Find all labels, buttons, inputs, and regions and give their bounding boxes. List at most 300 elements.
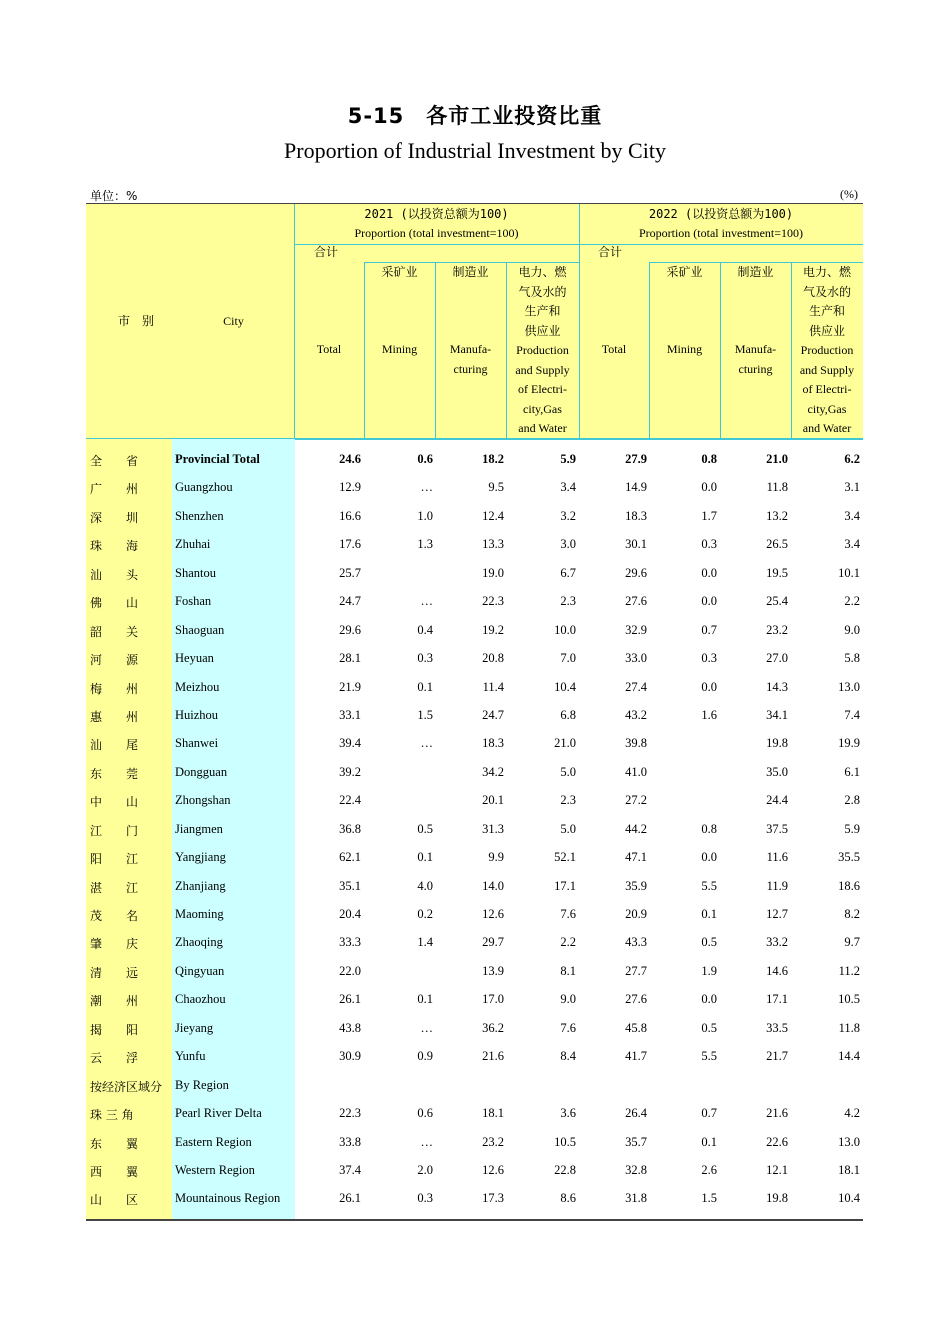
value-cell: 0.7 xyxy=(701,1106,717,1121)
value-cell: 0.0 xyxy=(701,480,717,495)
value-cell: 0.8 xyxy=(701,452,717,466)
page-title-en: Proportion of Industrial Investment by City xyxy=(284,138,666,163)
value-cell: 26.4 xyxy=(625,1106,647,1121)
value-cell: 2.8 xyxy=(844,793,860,808)
value-cell: 44.2 xyxy=(625,821,647,836)
value-cell: 9.0 xyxy=(560,992,576,1007)
header-manu-en-1-2022: Manufa- xyxy=(734,342,777,356)
value-cell: 10.5 xyxy=(838,992,860,1007)
value-cell: 33.2 xyxy=(766,935,788,950)
header-mining-cn: 采矿业 xyxy=(381,265,418,279)
value-cell: 62.1 xyxy=(339,850,361,865)
city-name-en: Jieyang xyxy=(175,1020,214,1035)
value-cell: … xyxy=(420,480,433,495)
value-cell: 17.1 xyxy=(766,992,788,1007)
value-cell: 24.6 xyxy=(339,452,361,466)
table-row xyxy=(86,644,863,672)
value-cell: 8.4 xyxy=(560,1049,576,1064)
header-city-cn: 市 别 xyxy=(117,314,154,328)
city-name-en: Zhaoqing xyxy=(175,935,223,950)
value-cell: 22.3 xyxy=(339,1106,361,1121)
value-cell: 9.5 xyxy=(488,480,504,495)
value-cell: 14.9 xyxy=(625,480,647,495)
value-cell: 0.1 xyxy=(701,1134,717,1149)
value-cell: 12.6 xyxy=(482,907,504,921)
value-cell: 52.1 xyxy=(554,850,576,865)
city-name-cn: 云 浮 xyxy=(90,1051,139,1066)
value-cell: 0.1 xyxy=(701,907,717,921)
value-cell: 19.2 xyxy=(482,622,504,637)
value-cell: 29.6 xyxy=(339,622,361,637)
value-cell: 5.5 xyxy=(701,878,717,893)
value-cell: 43.3 xyxy=(625,935,647,950)
city-name-cn: 阳 江 xyxy=(90,852,139,867)
city-name-cn: 湛 江 xyxy=(90,880,139,895)
header-total-en: Total xyxy=(316,342,342,356)
value-cell: 9.0 xyxy=(844,622,860,637)
table-row xyxy=(86,985,863,1013)
city-name-en: Guangzhou xyxy=(175,480,233,495)
header-year-2022: 2022 (以投资总额为100) xyxy=(648,207,794,221)
value-cell: 36.2 xyxy=(482,1020,504,1035)
value-cell: 22.6 xyxy=(766,1134,788,1149)
value-cell: 26.1 xyxy=(339,1191,361,1206)
value-cell: 2.0 xyxy=(417,1162,433,1177)
value-cell: 13.3 xyxy=(482,537,504,552)
value-cell: 4.2 xyxy=(844,1106,860,1121)
value-cell: 14.4 xyxy=(838,1049,860,1064)
value-cell: 13.0 xyxy=(838,679,860,694)
city-name-en: Western Region xyxy=(175,1162,255,1177)
value-cell: 29.6 xyxy=(625,565,647,580)
city-name-en: Maoming xyxy=(175,907,224,921)
value-cell: 0.1 xyxy=(417,679,433,694)
value-cell: 24.4 xyxy=(766,793,788,808)
city-name-cn: 茂 名 xyxy=(90,909,139,923)
value-cell: 4.0 xyxy=(417,878,433,893)
value-cell: 11.4 xyxy=(482,679,504,694)
value-cell: 19.8 xyxy=(766,1191,788,1206)
value-cell: 11.9 xyxy=(766,878,788,893)
value-cell: 33.1 xyxy=(339,707,361,722)
table-row xyxy=(86,1071,863,1099)
value-cell: 10.4 xyxy=(838,1191,860,1206)
value-cell: 18.3 xyxy=(482,736,504,751)
value-cell: 31.8 xyxy=(625,1191,647,1206)
city-name-en: Zhanjiang xyxy=(175,878,226,893)
city-name-en: Foshan xyxy=(175,594,212,609)
table-row xyxy=(86,843,863,871)
value-cell: 0.5 xyxy=(417,821,433,836)
page-title-cn: 5-15 各市工业投资比重 xyxy=(347,104,603,128)
value-cell: 18.6 xyxy=(838,878,860,893)
city-name-cn: 东 翼 xyxy=(90,1136,139,1151)
value-cell: 0.1 xyxy=(417,850,433,865)
value-cell: 25.7 xyxy=(339,565,361,580)
value-cell: 0.4 xyxy=(417,622,433,637)
city-name-en: Heyuan xyxy=(175,651,214,666)
value-cell: 5.9 xyxy=(560,452,576,466)
city-name-en: Mountainous Region xyxy=(175,1191,281,1206)
header-manu-cn-2022: 制造业 xyxy=(737,265,774,279)
table-row xyxy=(86,1156,863,1184)
city-name-cn: 中 山 xyxy=(90,795,139,810)
value-cell: 2.3 xyxy=(560,594,576,609)
header-mining-en: Mining xyxy=(381,342,418,356)
value-cell: 14.6 xyxy=(766,963,788,978)
value-cell: 14.3 xyxy=(766,679,788,694)
value-cell: 35.7 xyxy=(625,1134,647,1149)
value-cell: 33.8 xyxy=(339,1134,361,1149)
value-cell: 31.3 xyxy=(482,821,504,836)
value-cell: 26.5 xyxy=(766,537,788,552)
city-name-cn: 佛 山 xyxy=(90,596,139,611)
value-cell: 20.8 xyxy=(482,651,504,666)
city-name-en: Pearl River Delta xyxy=(175,1106,262,1121)
value-cell: … xyxy=(420,1134,433,1149)
table-row xyxy=(86,1014,863,1042)
value-cell: 32.8 xyxy=(625,1162,647,1177)
value-cell: 11.2 xyxy=(838,963,860,978)
value-cell: 39.8 xyxy=(625,736,647,751)
value-cell: 13.9 xyxy=(482,963,504,978)
table-row xyxy=(86,928,863,956)
value-cell: 20.4 xyxy=(339,907,361,921)
table-row xyxy=(86,445,863,473)
value-cell: 33.0 xyxy=(625,651,647,666)
city-name-cn: 西 翼 xyxy=(90,1164,139,1179)
value-cell: 19.8 xyxy=(766,736,788,751)
value-cell: 11.8 xyxy=(838,1020,860,1035)
value-cell: 1.0 xyxy=(417,508,433,523)
value-cell: 12.4 xyxy=(482,508,504,523)
table-row xyxy=(86,587,863,615)
table-row xyxy=(86,1042,863,1070)
city-name-en: Eastern Region xyxy=(175,1134,252,1149)
header-total-cn: 合计 xyxy=(314,245,339,259)
city-name-en: Qingyuan xyxy=(175,963,225,978)
value-cell: 3.4 xyxy=(560,480,576,495)
city-name-en: Yangjiang xyxy=(175,850,226,865)
value-cell: 32.9 xyxy=(625,622,647,637)
value-cell: 0.6 xyxy=(417,1106,433,1121)
value-cell: 39.2 xyxy=(339,764,361,779)
value-cell: 2.3 xyxy=(560,793,576,808)
value-cell: 0.3 xyxy=(417,651,433,666)
value-cell: 1.5 xyxy=(417,707,433,722)
table-row xyxy=(86,729,863,757)
value-cell: 24.7 xyxy=(482,707,504,722)
value-cell: 17.1 xyxy=(554,878,576,893)
table-row xyxy=(86,1128,863,1156)
value-cell: 41.7 xyxy=(625,1049,647,1064)
value-cell: 19.0 xyxy=(482,565,504,580)
value-cell: 35.5 xyxy=(838,850,860,865)
header-year-2022-sub: Proportion (total investment=100) xyxy=(638,226,804,240)
value-cell: 27.2 xyxy=(625,793,647,808)
value-cell: 0.8 xyxy=(701,821,717,836)
value-cell: 21.0 xyxy=(554,736,576,751)
value-cell: 21.6 xyxy=(482,1049,504,1064)
value-cell: 18.1 xyxy=(838,1162,860,1177)
value-cell: 35.0 xyxy=(766,764,788,779)
value-cell: 27.9 xyxy=(625,452,647,466)
city-name-cn: 珠 三 角 xyxy=(90,1108,134,1123)
value-cell: 45.8 xyxy=(625,1020,647,1035)
value-cell: 1.4 xyxy=(417,935,433,950)
value-cell: 7.0 xyxy=(560,651,576,666)
value-cell: 0.3 xyxy=(701,651,717,666)
value-cell: 16.6 xyxy=(339,508,361,523)
value-cell: 35.1 xyxy=(339,878,361,893)
city-name-cn: 江 门 xyxy=(90,823,139,838)
city-name-cn: 潮 州 xyxy=(90,994,139,1009)
value-cell: 3.4 xyxy=(844,537,860,552)
value-cell: 14.0 xyxy=(482,878,504,893)
value-cell: 36.8 xyxy=(339,821,361,836)
value-cell: 26.1 xyxy=(339,992,361,1007)
value-cell: 19.5 xyxy=(766,565,788,580)
city-name-en: Shantou xyxy=(175,565,216,580)
value-cell: 0.3 xyxy=(701,537,717,552)
value-cell: 5.5 xyxy=(701,1049,717,1064)
value-cell: 21.7 xyxy=(766,1049,788,1064)
header-total-cn-2022: 合计 xyxy=(598,245,623,259)
value-cell: 20.1 xyxy=(482,793,504,808)
city-name-cn: 韶 关 xyxy=(90,624,139,639)
value-cell: 39.4 xyxy=(339,736,361,751)
value-cell: 13.0 xyxy=(838,1134,860,1149)
table-row xyxy=(86,957,863,985)
value-cell: 6.8 xyxy=(560,707,576,722)
value-cell: 18.3 xyxy=(625,508,647,523)
header-total-en-2022: Total xyxy=(601,342,627,356)
table-row xyxy=(86,502,863,530)
value-cell: … xyxy=(420,594,433,609)
value-cell: 12.6 xyxy=(482,1162,504,1177)
value-cell: 0.2 xyxy=(417,907,433,921)
header-manu-en-1: Manufa- xyxy=(449,342,492,356)
value-cell: 3.6 xyxy=(560,1106,576,1121)
value-cell: 5.9 xyxy=(844,821,860,836)
value-cell: 33.5 xyxy=(766,1020,788,1035)
value-cell: 29.7 xyxy=(482,935,504,950)
value-cell: 0.0 xyxy=(701,850,717,865)
unit-label-right: (%) xyxy=(840,187,858,201)
value-cell: 6.2 xyxy=(844,452,860,466)
table-row xyxy=(86,530,863,558)
value-cell: 0.5 xyxy=(701,1020,717,1035)
city-name-cn: 东 莞 xyxy=(90,766,139,781)
value-cell: 11.6 xyxy=(766,850,788,865)
value-cell: 23.2 xyxy=(482,1134,504,1149)
city-name-cn: 全 省 xyxy=(90,454,139,468)
table-row xyxy=(86,1184,863,1212)
value-cell: 8.1 xyxy=(560,963,576,978)
unit-label: 单位：% xyxy=(90,189,138,203)
value-cell: 9.9 xyxy=(488,850,504,865)
value-cell: 20.9 xyxy=(625,907,647,921)
table-bottom-rule xyxy=(86,1219,863,1221)
value-cell: 10.4 xyxy=(554,679,576,694)
value-cell: 0.0 xyxy=(701,565,717,580)
value-cell: 21.0 xyxy=(766,452,788,466)
value-cell: 7.6 xyxy=(560,1020,576,1035)
value-cell: 3.1 xyxy=(844,480,860,495)
value-cell: 27.6 xyxy=(625,992,647,1007)
value-cell: 10.5 xyxy=(554,1134,576,1149)
value-cell: 1.3 xyxy=(417,537,433,552)
value-cell: 22.8 xyxy=(554,1162,576,1177)
value-cell: 3.2 xyxy=(560,508,576,523)
city-name-cn: 河 源 xyxy=(90,653,139,668)
value-cell: 0.0 xyxy=(701,992,717,1007)
value-cell: 6.7 xyxy=(560,565,576,580)
value-cell: 43.2 xyxy=(625,707,647,722)
header-power: 电力、燃 气及水的 生产和 供应业 Production and Supply of Electri- city,Gas and Water xyxy=(515,265,570,435)
city-name-cn: 惠 州 xyxy=(90,709,139,724)
value-cell: 27.7 xyxy=(625,963,647,978)
table-row xyxy=(86,786,863,814)
table-header xyxy=(86,203,863,439)
city-name-cn: 山 区 xyxy=(90,1193,139,1208)
city-name-en: Huizhou xyxy=(175,707,219,722)
value-cell: 34.1 xyxy=(766,707,788,722)
value-cell: 43.8 xyxy=(339,1020,361,1035)
value-cell: 28.1 xyxy=(339,651,361,666)
value-cell: 22.0 xyxy=(339,963,361,978)
value-cell: 5.8 xyxy=(844,651,860,666)
header-power-2022: 电力、燃 气及水的 生产和 供应业 Production and Supply of Electri- city,Gas and Water xyxy=(799,265,855,435)
city-name-cn: 揭 阳 xyxy=(90,1022,139,1037)
value-cell: 24.7 xyxy=(339,594,361,609)
table-row xyxy=(86,701,863,729)
value-cell: 37.5 xyxy=(766,821,788,836)
value-cell: 9.7 xyxy=(844,935,860,950)
value-cell: 2.2 xyxy=(560,935,576,950)
value-cell: 35.9 xyxy=(625,878,647,893)
city-name-en: Shanwei xyxy=(175,736,219,751)
city-name-en: Shaoguan xyxy=(175,622,225,637)
header-manu-en-2-2022: cturing xyxy=(738,362,773,376)
city-name-en: Chaozhou xyxy=(175,992,226,1007)
table-row xyxy=(86,473,863,501)
city-name-cn: 汕 尾 xyxy=(90,738,139,753)
value-cell: 0.6 xyxy=(417,452,433,466)
value-cell: 17.3 xyxy=(482,1191,504,1206)
value-cell: 0.9 xyxy=(417,1049,433,1064)
city-name-cn: 汕 头 xyxy=(90,567,139,582)
value-cell: 22.4 xyxy=(339,793,361,808)
value-cell: 0.3 xyxy=(417,1191,433,1206)
city-name-en: By Region xyxy=(175,1077,229,1092)
value-cell: 0.7 xyxy=(701,622,717,637)
value-cell: 18.2 xyxy=(482,452,504,466)
header-manu-en-2: cturing xyxy=(453,362,488,376)
value-cell: 8.6 xyxy=(560,1191,576,1206)
value-cell: 13.2 xyxy=(766,508,788,523)
value-cell: 3.4 xyxy=(844,508,860,523)
header-mining-cn-2022: 采矿业 xyxy=(666,265,703,279)
city-name-en: Yunfu xyxy=(175,1049,206,1064)
value-cell: 1.6 xyxy=(701,707,717,722)
value-cell: 0.0 xyxy=(701,679,717,694)
value-cell: 27.4 xyxy=(625,679,647,694)
city-name-cn: 清 远 xyxy=(90,965,139,980)
value-cell: 5.0 xyxy=(560,764,576,779)
table-row xyxy=(86,815,863,843)
city-name-en: Dongguan xyxy=(175,764,228,779)
header-year-2021-sub: Proportion (total investment=100) xyxy=(354,226,519,240)
city-name-en: Provincial Total xyxy=(175,452,260,466)
value-cell: 0.0 xyxy=(701,594,717,609)
city-name-en: Zhuhai xyxy=(175,537,211,552)
value-cell: 27.0 xyxy=(766,651,788,666)
value-cell: 33.3 xyxy=(339,935,361,950)
value-cell: 25.4 xyxy=(766,594,788,609)
city-name-cn: 广 州 xyxy=(90,482,139,497)
city-name-cn: 梅 州 xyxy=(90,681,139,696)
value-cell: 21.6 xyxy=(766,1106,788,1121)
header-city-en: City xyxy=(223,314,244,328)
value-cell: 3.0 xyxy=(560,537,576,552)
value-cell: 8.2 xyxy=(844,907,860,921)
table-row xyxy=(86,872,863,900)
value-cell: 12.7 xyxy=(766,907,788,921)
header-year-2021: 2021 (以投资总额为100) xyxy=(364,207,509,221)
table-row xyxy=(86,900,863,928)
city-name-en: Shenzhen xyxy=(175,508,224,523)
value-cell: 1.9 xyxy=(701,963,717,978)
value-cell: 2.6 xyxy=(701,1162,717,1177)
city-name-cn: 深 圳 xyxy=(90,510,139,525)
value-cell: 2.2 xyxy=(844,594,860,609)
value-cell: 7.6 xyxy=(560,907,576,921)
header-manu-cn: 制造业 xyxy=(452,265,489,279)
value-cell: 6.1 xyxy=(844,764,860,779)
value-cell: 1.5 xyxy=(701,1191,717,1206)
value-cell: 10.1 xyxy=(838,565,860,580)
table-body xyxy=(86,445,863,1213)
city-name-cn: 按经济区域分 xyxy=(90,1079,163,1094)
header-mining-en-2022: Mining xyxy=(666,342,703,356)
value-cell: 30.1 xyxy=(625,537,647,552)
value-cell: 12.9 xyxy=(339,480,361,495)
value-cell: 7.4 xyxy=(844,707,860,722)
city-name-en: Jiangmen xyxy=(175,821,223,836)
value-cell: 1.7 xyxy=(701,508,717,523)
city-name-en: Zhongshan xyxy=(175,793,231,808)
city-name-en: Meizhou xyxy=(175,679,220,694)
table-row xyxy=(86,673,863,701)
table-row xyxy=(86,616,863,644)
table-row xyxy=(86,758,863,786)
value-cell: 41.0 xyxy=(625,764,647,779)
value-cell: 30.9 xyxy=(339,1049,361,1064)
value-cell: … xyxy=(420,736,433,751)
value-cell: 27.6 xyxy=(625,594,647,609)
value-cell: 11.8 xyxy=(766,480,788,495)
value-cell: 12.1 xyxy=(766,1162,788,1177)
value-cell: 21.9 xyxy=(339,679,361,694)
value-cell: … xyxy=(420,1020,433,1035)
city-name-cn: 珠 海 xyxy=(90,539,139,554)
value-cell: 34.2 xyxy=(482,764,504,779)
table-row xyxy=(86,559,863,587)
value-cell: 37.4 xyxy=(339,1162,361,1177)
value-cell: 19.9 xyxy=(838,736,860,751)
value-cell: 23.2 xyxy=(766,622,788,637)
